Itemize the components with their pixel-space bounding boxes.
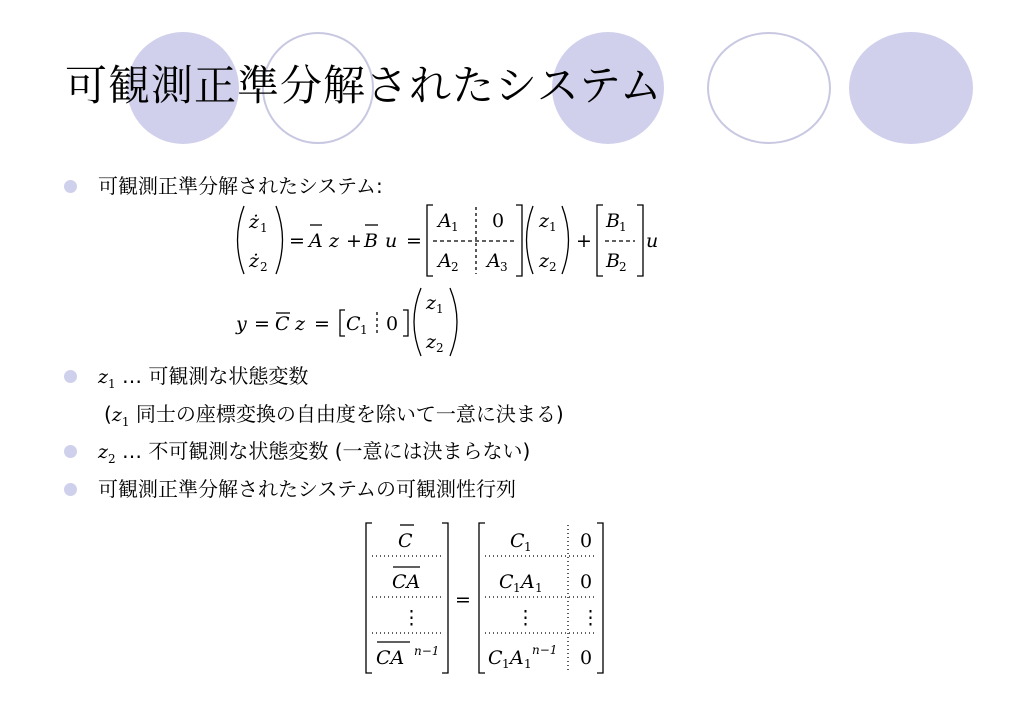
svg-text:1: 1: [436, 302, 444, 316]
lhs-z2: ż: [249, 250, 260, 272]
obs-left-sup: n−1: [414, 644, 440, 658]
obs-right-bracket-right: [597, 523, 603, 673]
bullet-text-1: 可観測正準分解されたシステム:: [98, 174, 383, 198]
eq-sign-3: =: [254, 313, 270, 335]
obs-right-zero-3: 0: [580, 647, 593, 669]
obs-right-bracket-left: [479, 523, 485, 673]
vec-out-z2: z: [426, 331, 437, 353]
zo-paren-right: [450, 288, 457, 356]
svg-text:1: 1: [619, 220, 627, 234]
bullet-text-2-note: ($z_1$ 同士の座標変換の自由度を除いて一意に決まる): [104, 402, 564, 429]
page-title: 可観測正準分解されたシステム: [65, 61, 663, 110]
cell-c1: C: [346, 313, 361, 335]
svg-text:A: A: [510, 647, 524, 669]
svg-text:1: 1: [451, 220, 459, 234]
matrix-b-bracket-right: [637, 205, 643, 276]
cell-a1: A: [438, 210, 452, 232]
vec-z2: z: [539, 250, 550, 272]
lhs-paren-left: [238, 206, 245, 274]
sym-z-out: z: [295, 313, 306, 335]
svg-text:3: 3: [500, 260, 508, 274]
svg-text:1: 1: [502, 657, 510, 671]
cell-b1: B: [606, 210, 620, 232]
cell-zero-out: 0: [386, 313, 399, 335]
cell-a2: A: [438, 250, 452, 272]
bullet-text-4: 可観測正準分解されたシステムの可観測性行列: [98, 477, 516, 501]
matrix-a-bracket-left: [427, 205, 433, 276]
svg-text:1: 1: [524, 657, 532, 671]
c-bracket-right: [403, 310, 408, 336]
obs-left-dots: ⋮: [402, 607, 421, 629]
matrix-a-bracket-right: [516, 205, 522, 276]
obs-right-sup: n−1: [532, 643, 558, 657]
obs-right-dots: ⋮: [516, 607, 535, 629]
svg-text:1: 1: [513, 581, 521, 595]
sym-y: y: [236, 313, 247, 335]
sym-z: z: [329, 230, 340, 252]
cell-zero: 0: [492, 210, 505, 232]
svg-text:2: 2: [451, 260, 459, 274]
lhs-z2-sub: 2: [260, 260, 268, 274]
sym-u-2: u: [646, 230, 659, 252]
lhs-z1-sub: 1: [260, 221, 268, 235]
plus-1: +: [346, 230, 362, 252]
plus-2: +: [576, 230, 592, 252]
bullet-text-2: $z_1$ … 可観測な状態変数: [98, 364, 309, 391]
svg-text:1: 1: [535, 581, 543, 595]
obs-left-bracket-left: [366, 523, 372, 673]
obs-right-c1: C: [510, 530, 525, 552]
svg-text:2: 2: [436, 341, 444, 355]
sym-c-bar: C: [275, 313, 290, 335]
svg-text:A: A: [521, 571, 535, 593]
obs-left-bracket-right: [442, 523, 448, 673]
bullet-text-3: $z_2$ … 不可観測な状態変数 (一意には決まらない): [98, 439, 531, 466]
eq-sign-1: =: [289, 230, 305, 252]
cell-b2: B: [606, 250, 620, 272]
lhs-z1: ż: [249, 211, 260, 233]
zo-paren-left: [414, 288, 421, 356]
obs-eq: =: [455, 589, 471, 611]
sym-u: u: [385, 230, 398, 252]
svg-text:1: 1: [549, 220, 557, 234]
obs-right-zero-1: 0: [580, 530, 593, 552]
matrix-b-bracket-left: [597, 205, 603, 276]
eq-sign-2: =: [406, 230, 422, 252]
svg-text:1: 1: [524, 540, 532, 554]
eq-sign-4: =: [314, 313, 330, 335]
cell-a3: A: [487, 250, 501, 272]
svg-text:2: 2: [619, 260, 627, 274]
svg-text:2: 2: [549, 260, 557, 274]
c-bracket-left: [340, 310, 345, 336]
z-paren-right: [562, 206, 569, 274]
svg-text:1: 1: [360, 323, 368, 337]
lhs-paren-right: [276, 206, 283, 274]
obs-left-ca: CA: [392, 571, 421, 593]
sym-b-bar: B: [364, 230, 378, 252]
z-paren-left: [527, 206, 534, 274]
sym-a-bar: A: [309, 230, 323, 252]
obs-right-zero-2: 0: [580, 571, 593, 593]
vec-z1: z: [539, 210, 550, 232]
obs-left-c: C: [398, 530, 413, 552]
obs-right-dots-2: ⋮: [581, 607, 600, 629]
obs-right-c1a1: C: [499, 571, 514, 593]
obs-right-c1a1n: C: [488, 647, 503, 669]
vec-out-z1: z: [426, 292, 437, 314]
obs-left-can: CA: [376, 647, 405, 669]
